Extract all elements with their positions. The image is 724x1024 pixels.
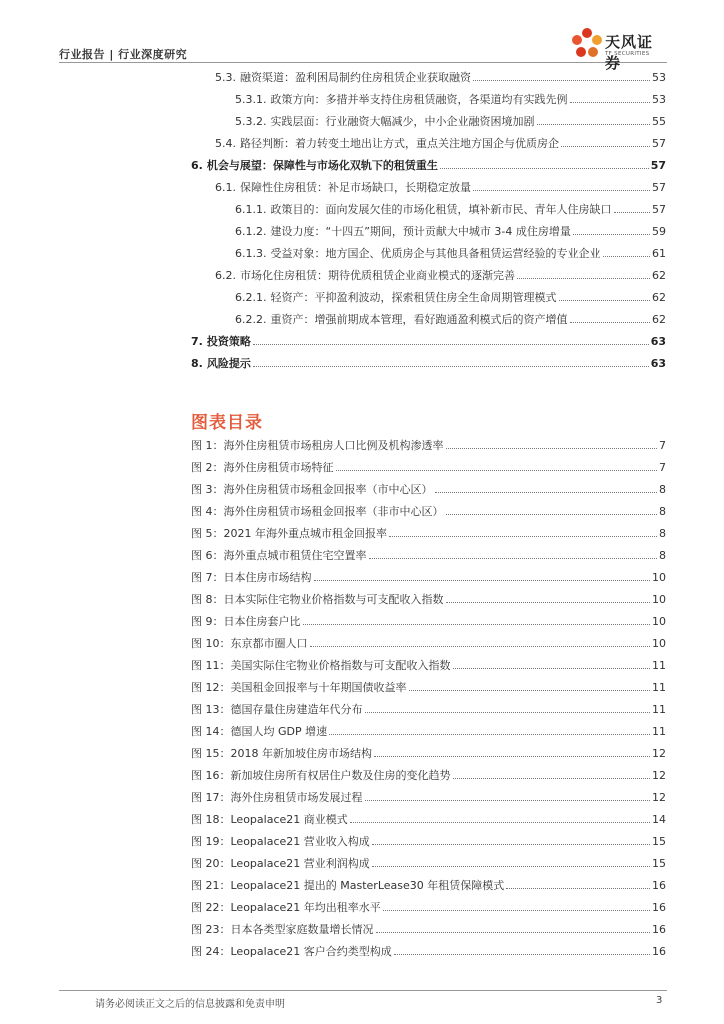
figure-entry[interactable]: [191, 899, 666, 915]
figure-label: 图 3：海外住房租赁市场租金回报率（市中心区）: [191, 483, 433, 496]
figure-leader: [389, 525, 657, 537]
toc-leader: [473, 69, 650, 81]
figure-label: 图 1：海外住房租赁市场租房人口比例及机构渗透率: [191, 439, 444, 452]
figure-label: 图 6：海外重点城市租赁住宅空置率: [191, 549, 367, 562]
figure-entry[interactable]: [191, 921, 666, 937]
figure-leader: [369, 547, 658, 559]
company-logo: [571, 27, 667, 72]
figure-entry[interactable]: [191, 613, 666, 629]
toc-entry[interactable]: [215, 135, 666, 151]
figure-entry[interactable]: [191, 833, 666, 849]
figure-leader: [374, 745, 650, 757]
figure-leader: [372, 833, 650, 845]
figure-leader: [446, 437, 658, 449]
figure-leader: [435, 481, 658, 493]
figure-label: 图 19：Leopalace21 营业收入构成: [191, 835, 370, 848]
figure-page: 10: [652, 593, 666, 606]
figure-entry[interactable]: [191, 459, 666, 475]
flower-logo-icon: [571, 27, 603, 61]
figure-entry[interactable]: [191, 547, 666, 563]
figure-entry[interactable]: [191, 437, 666, 453]
footer-disclaimer: 请务必阅读正文之后的信息披露和免责申明: [95, 999, 285, 1010]
toc-leader: [253, 333, 649, 345]
toc-title: 实践层面：行业融资大幅减少，中小企业融资困境加剧: [270, 115, 535, 128]
figure-entry[interactable]: [191, 877, 666, 893]
figure-page: 8: [659, 527, 666, 540]
figure-label: 图 7：日本住房市场结构: [191, 571, 312, 584]
figure-label: 图 16：新加坡住房所有权居住户数及住房的变化趋势: [191, 769, 451, 782]
figure-leader: [506, 877, 650, 889]
figure-entry[interactable]: [191, 569, 666, 585]
figure-entry[interactable]: [191, 789, 666, 805]
toc-number: 6.: [191, 159, 203, 172]
figure-page: 8: [659, 483, 666, 496]
toc-number: 8.: [191, 357, 203, 370]
toc-page: 57: [652, 203, 666, 216]
toc-entry[interactable]: [215, 69, 666, 85]
figure-page: 11: [652, 681, 666, 694]
toc-leader: [561, 135, 650, 147]
toc-title: 风险提示: [206, 357, 251, 370]
figure-leader: [350, 811, 650, 823]
figure-page: 10: [652, 571, 666, 584]
figure-page: 12: [652, 769, 666, 782]
figure-entry[interactable]: [191, 679, 666, 695]
toc-title: 政策目的：面向发展欠佳的市场化租赁，填补新市民、青年人住房缺口: [270, 203, 612, 216]
figure-leader: [336, 459, 658, 471]
figure-label: 图 15：2018 年新加坡住房市场结构: [191, 747, 372, 760]
figure-entry[interactable]: [191, 503, 666, 519]
toc-number: 5.3.1.: [235, 93, 267, 106]
figure-label: 图 12：美国租金回报率与十年期国债收益率: [191, 681, 407, 694]
figure-leader: [394, 943, 650, 955]
figure-entry[interactable]: [191, 481, 666, 497]
figure-label: 图 21：Leopalace21 提出的 MasterLease30 年租赁保障模式: [191, 879, 505, 892]
figure-leader: [372, 855, 650, 867]
toc-leader: [603, 245, 651, 257]
figure-leader: [446, 503, 658, 515]
toc-number: 5.3.: [215, 71, 236, 84]
toc-page: 57: [652, 181, 666, 194]
figure-leader: [365, 701, 651, 713]
figure-page: 10: [652, 615, 666, 628]
toc-leader: [614, 201, 651, 213]
toc-number: 6.1.2.: [235, 225, 267, 238]
figure-page: 11: [652, 703, 666, 716]
toc-entry[interactable]: [235, 91, 666, 107]
toc-page: 57: [650, 159, 666, 172]
figure-entry[interactable]: [191, 701, 666, 717]
toc-title: 重资产：增强前期成本管理，看好跑通盈利模式后的资产增值: [270, 313, 568, 326]
toc-title: 市场化住房租赁：期待优质租赁企业商业模式的逐渐完善: [240, 269, 515, 282]
toc-number: 6.1.: [215, 181, 236, 194]
figure-leader: [453, 767, 651, 779]
toc-number: 5.4.: [215, 137, 236, 150]
toc-page: 62: [652, 313, 666, 326]
toc-title: 受益对象：地方国企、优质房企与其他具备租赁运营经验的专业企业: [270, 247, 601, 260]
figure-entry[interactable]: [191, 745, 666, 761]
toc-leader: [473, 179, 650, 191]
figure-label: 图 9：日本住房套户比: [191, 615, 301, 628]
toc-page: 57: [652, 137, 666, 150]
figure-page: 16: [652, 923, 666, 936]
figure-leader: [310, 635, 651, 647]
figure-label: 图 23：日本各类型家庭数量增长情况: [191, 923, 374, 936]
figure-leader: [365, 789, 651, 801]
figure-page: 12: [652, 747, 666, 760]
figure-label: 图 22：Leopalace21 年均出租率水平: [191, 901, 381, 914]
figure-page: 8: [659, 549, 666, 562]
figure-page: 8: [659, 505, 666, 518]
logo-text-en: TF SECURITIES: [605, 51, 650, 57]
toc-entry[interactable]: [215, 179, 666, 195]
figure-label: 图 11：美国实际住宅物业价格指数与可支配收入指数: [191, 659, 451, 672]
toc-page: 55: [652, 115, 666, 128]
figure-label: 图 24：Leopalace21 客户合约类型构成: [191, 945, 392, 958]
figure-entry[interactable]: [191, 657, 666, 673]
figures-heading: 图表目录: [191, 413, 263, 433]
figure-entry[interactable]: [191, 723, 666, 739]
toc-entry[interactable]: [235, 245, 666, 261]
toc-page: 62: [652, 269, 666, 282]
figure-page: 11: [652, 659, 666, 672]
figure-label: 图 14：德国人均 GDP 增速: [191, 725, 328, 738]
toc-page: 53: [652, 71, 666, 84]
figure-page: 16: [652, 901, 666, 914]
header-tag: 行业报告 | 行业深度研究: [59, 48, 188, 61]
toc-number: 6.2.: [215, 269, 236, 282]
toc-page: 59: [652, 225, 666, 238]
figure-label: 图 10：东京都市圈人口: [191, 637, 308, 650]
figure-label: 图 13：德国存量住房建造年代分布: [191, 703, 363, 716]
figure-page: 15: [652, 835, 666, 848]
toc-title: 投资策略: [206, 335, 251, 348]
figure-label: 图 2：海外住房租赁市场特征: [191, 461, 334, 474]
toc-title: 政策方向：多措并举支持住房租赁融资，各渠道均有实践先例: [270, 93, 568, 106]
figure-page: 12: [652, 791, 666, 804]
figure-leader: [303, 613, 651, 625]
figure-page: 14: [652, 813, 666, 826]
figure-entry[interactable]: [191, 811, 666, 827]
figure-page: 7: [659, 439, 666, 452]
toc-title: 融资渠道：盈利困局制约住房租赁企业获取融资: [240, 71, 471, 84]
toc-leader: [570, 311, 651, 323]
figure-leader: [453, 657, 651, 669]
toc-page: 61: [652, 247, 666, 260]
page-number: 3: [656, 995, 663, 1006]
figure-entry[interactable]: [191, 635, 666, 651]
toc-leader: [440, 157, 649, 169]
figure-entry[interactable]: [191, 855, 666, 871]
figure-page: 7: [659, 461, 666, 474]
figure-label: 图 20：Leopalace21 营业利润构成: [191, 857, 370, 870]
figure-leader: [329, 723, 650, 735]
figure-label: 图 18：Leopalace21 商业模式: [191, 813, 348, 826]
logo-text-cn: 天风证券: [605, 33, 654, 72]
toc-entry[interactable]: [235, 113, 666, 129]
figure-page: 11: [652, 725, 666, 738]
toc-number: 6.1.3.: [235, 247, 267, 260]
toc-number: 6.2.2.: [235, 313, 267, 326]
toc-number: 5.3.2.: [235, 115, 267, 128]
figure-entry[interactable]: [191, 525, 666, 541]
figure-page: 16: [652, 945, 666, 958]
figure-page: 15: [652, 857, 666, 870]
toc-leader: [253, 355, 649, 367]
figure-label: 图 5：2021 年海外重点城市租金回报率: [191, 527, 387, 540]
toc-entry[interactable]: [235, 223, 666, 239]
figure-entry[interactable]: [191, 591, 666, 607]
figure-leader: [376, 921, 651, 933]
figure-entry[interactable]: [191, 767, 666, 783]
toc-entry[interactable]: [235, 201, 666, 217]
toc-entry[interactable]: [191, 333, 666, 349]
toc-title: 建设力度：“十四五”期间，预计贡献大中城市 3-4 成住房增量: [270, 225, 571, 238]
toc-page: 63: [650, 357, 666, 370]
toc-entry[interactable]: [235, 289, 666, 305]
toc-entry[interactable]: [235, 311, 666, 327]
toc-number: 6.1.1.: [235, 203, 267, 216]
toc-title: 机会与展望：保障性与市场化双轨下的租赁重生: [206, 159, 438, 172]
toc-number: 6.2.1.: [235, 291, 267, 304]
figure-leader: [409, 679, 651, 691]
toc-entry[interactable]: [191, 355, 666, 371]
figure-label: 图 8：日本实际住宅物业价格指数与可支配收入指数: [191, 593, 444, 606]
footer-rule: [59, 990, 667, 991]
toc-number: 7.: [191, 335, 203, 348]
toc-title: 保障性住房租赁：补足市场缺口，长期稳定放量: [240, 181, 471, 194]
toc-leader: [570, 91, 651, 103]
toc-leader: [559, 289, 651, 301]
figure-page: 16: [652, 879, 666, 892]
toc-entry[interactable]: [191, 157, 666, 173]
figure-leader: [446, 591, 651, 603]
toc-page: 62: [652, 291, 666, 304]
figure-page: 10: [652, 637, 666, 650]
figure-entry[interactable]: [191, 943, 666, 959]
toc-page: 63: [650, 335, 666, 348]
toc-leader: [517, 267, 650, 279]
figure-leader: [383, 899, 650, 911]
figure-label: 图 17：海外住房租赁市场发展过程: [191, 791, 363, 804]
figure-label: 图 4：海外住房租赁市场租金回报率（非市中心区）: [191, 505, 444, 518]
toc-page: 53: [652, 93, 666, 106]
toc-leader: [573, 223, 650, 235]
toc-leader: [537, 113, 651, 125]
figure-leader: [314, 569, 651, 581]
toc-entry[interactable]: [215, 267, 666, 283]
toc-title: 路径判断：着力转变土地出让方式，重点关注地方国企与优质房企: [240, 137, 559, 150]
toc-title: 轻资产：平抑盈利波动，探索租赁住房全生命周期管理模式: [270, 291, 557, 304]
